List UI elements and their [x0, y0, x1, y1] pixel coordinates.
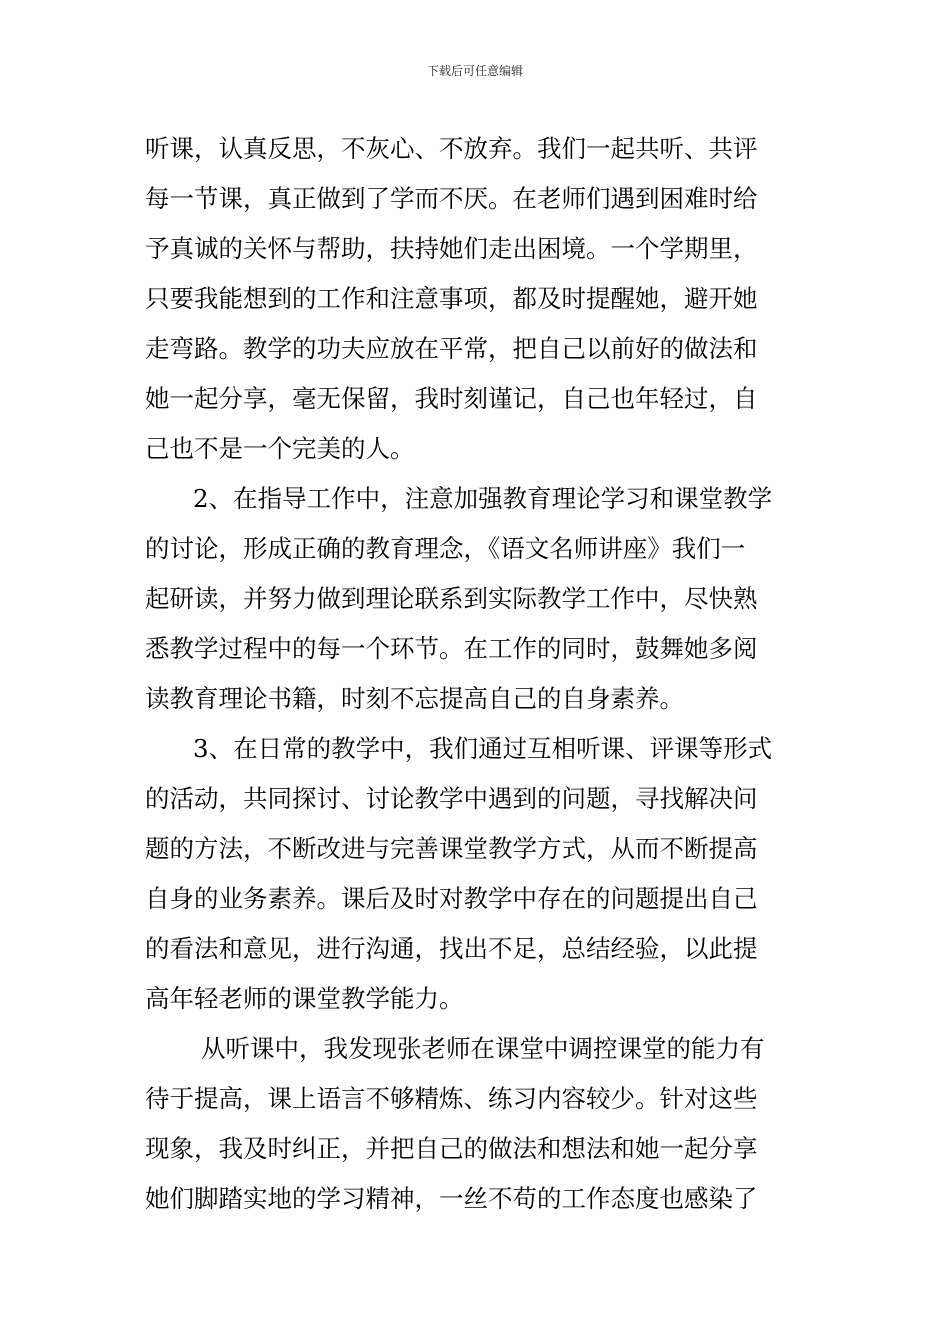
text-line: 的讨论，形成正确的教育理念，《语文名师讲座》我们一	[145, 534, 746, 563]
text-line: 的活动，共同探讨、讨论教学中遇到的问题，寻找解决问	[145, 784, 758, 813]
paragraph-2	[145, 474, 810, 724]
text-line: 高年轻老师的课堂教学能力。	[145, 984, 464, 1013]
text-line: 听课，认真反思，不灰心、不放弃。我们一起共听、共评	[145, 134, 758, 163]
text-line: 只要我能想到的工作和注意事项，都及时提醒她，避开她	[145, 284, 758, 313]
text-line: 题的方法，不断改进与完善课堂教学方式，从而不断提高	[145, 834, 758, 863]
paragraph-3	[145, 724, 810, 1024]
text-line: 悉教学过程中的每一个环节。在工作的同时，鼓舞她多阅	[145, 634, 758, 663]
text-line: 起研读，并努力做到理论联系到实际教学工作中，尽快熟	[145, 584, 758, 613]
paragraph-1	[145, 124, 810, 474]
text-line: 读教育理论书籍，时刻不忘提高自己的自身素养。	[145, 684, 684, 713]
text-line: 走弯路。教学的功夫应放在平常，把自己以前好的做法和	[145, 334, 758, 363]
paragraph-4	[145, 1024, 810, 1224]
text-line: 予真诚的关怀与帮助，扶持她们走出困境。一个学期里，	[145, 234, 758, 263]
text-line: 己也不是一个完美的人。	[145, 434, 415, 463]
text-line: 每一节课，真正做到了学而不厌。在老师们遇到困难时给	[145, 184, 758, 213]
text-line: 现象，我及时纠正，并把自己的做法和想法和她一起分享	[145, 1134, 758, 1163]
text-line: 2、在指导工作中，注意加强教育理论学习和课堂教学	[193, 484, 773, 513]
text-line: 的看法和意见，进行沟通，找出不足，总结经验，以此提	[145, 934, 758, 963]
text-line: 自身的业务素养。课后及时对教学中存在的问题提出自己	[145, 884, 758, 913]
text-line: 她一起分享，毫无保留，我时刻谨记，自己也年轻过，自	[145, 384, 758, 413]
text-line: 她们脚踏实地的学习精神，一丝不苟的工作态度也感染了	[145, 1184, 758, 1213]
text-line: 待于提高，课上语言不够精炼、练习内容较少。针对这些	[145, 1084, 758, 1113]
text-line: 从听课中，我发现张老师在课堂中调控课堂的能力有	[201, 1034, 765, 1063]
document-body	[145, 124, 810, 1224]
text-line: 3、在日常的教学中，我们通过互相听课、评课等形式	[193, 734, 773, 763]
page-header-note: 下载后可任意编辑	[426, 64, 523, 78]
